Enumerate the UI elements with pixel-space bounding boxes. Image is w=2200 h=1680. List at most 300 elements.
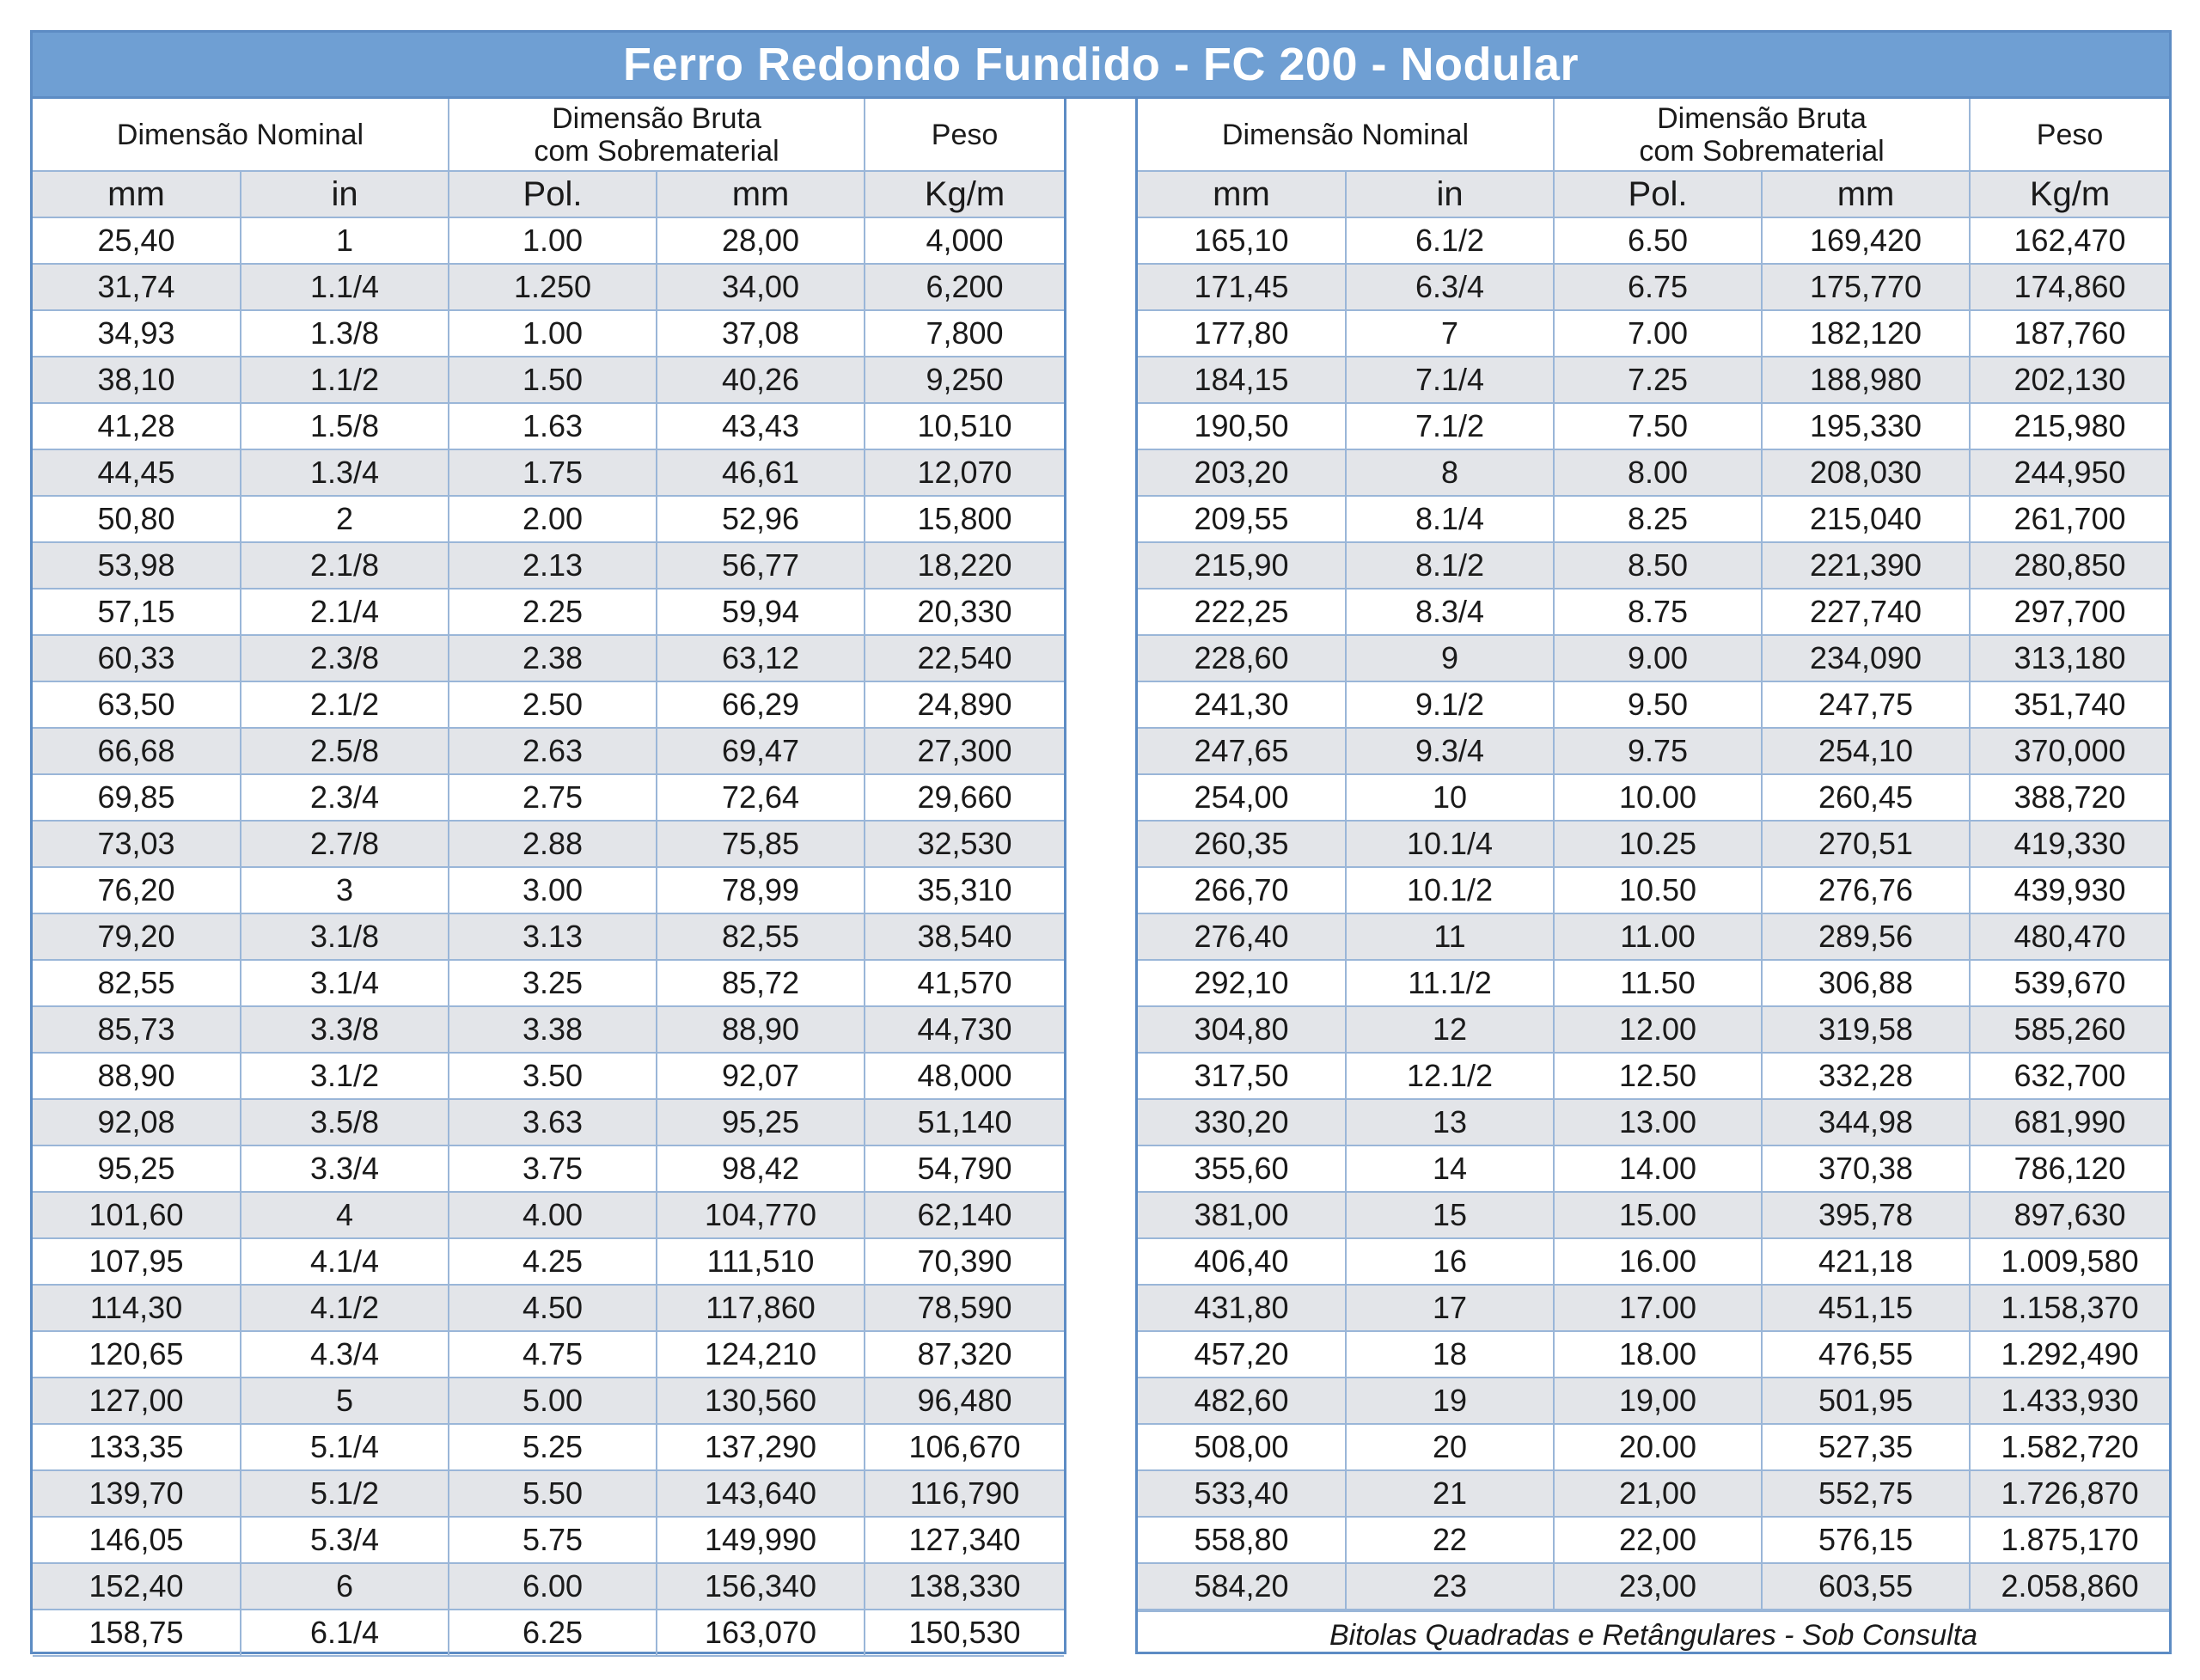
table-row [1138,1563,2169,1610]
left-data-table [33,99,1064,1657]
table-row [1138,403,2169,449]
table-row [1138,960,2169,1006]
table-cell: 289,56 [1762,913,1970,960]
table-cell: 8.75 [1554,589,1762,635]
table-cell: 1.158,370 [1970,1285,2169,1331]
table-cell: 15 [1346,1192,1554,1238]
table-cell: 18.00 [1554,1331,1762,1378]
table-cell: 8.1/4 [1346,496,1554,542]
table-cell: 6.3/4 [1346,264,1554,310]
table-cell: 11 [1346,913,1554,960]
table-row [33,913,1064,960]
table-cell: 171,45 [1138,264,1346,310]
table-cell: 2.3/4 [241,774,449,821]
table-cell: 27,300 [865,728,1064,774]
table-cell: 1.63 [449,403,657,449]
table-cell: 4.1/4 [241,1238,449,1285]
table-cell: 3.1/8 [241,913,449,960]
table-cell: 2.50 [449,681,657,728]
table-cell: 19,00 [1554,1378,1762,1424]
table-cell: 3.3/8 [241,1006,449,1053]
table-cell: 8.25 [1554,496,1762,542]
table-cell: 3.5/8 [241,1099,449,1145]
table-cell: 344,98 [1762,1099,1970,1145]
table-row [1138,1006,2169,1053]
table-row [33,1610,1064,1656]
table-cell: 2.75 [449,774,657,821]
table-cell: 150,530 [865,1610,1064,1656]
table-cell: 501,95 [1762,1378,1970,1424]
table-cell: 1 [241,217,449,264]
table-cell: 222,25 [1138,589,1346,635]
table-cell: 11.1/2 [1346,960,1554,1006]
table-cell: 28,00 [657,217,865,264]
table-cell: 431,80 [1138,1285,1346,1331]
table-row [33,1192,1064,1238]
table-row [33,1145,1064,1192]
unit-mm: mm [1138,171,1346,217]
table-cell: 276,76 [1762,867,1970,913]
table-cell: 632,700 [1970,1053,2169,1099]
table-cell: 124,210 [657,1331,865,1378]
table-cell: 1.75 [449,449,657,496]
table-cell: 85,73 [33,1006,241,1053]
table-cell: 1.875,170 [1970,1517,2169,1563]
table-cell: 292,10 [1138,960,1346,1006]
table-cell: 227,740 [1762,589,1970,635]
table-cell: 12.50 [1554,1053,1762,1099]
table-cell: 95,25 [33,1145,241,1192]
table-cell: 18,220 [865,542,1064,589]
table-cell: 162,470 [1970,217,2169,264]
table-cell: 351,740 [1970,681,2169,728]
table-cell: 7 [1346,310,1554,357]
table-cell: 9.75 [1554,728,1762,774]
table-cell: 20,330 [865,589,1064,635]
table-row [33,774,1064,821]
table-cell: 10.50 [1554,867,1762,913]
table-row [1138,913,2169,960]
table-cell: 5 [241,1378,449,1424]
footer-note: Bitolas Quadradas e Retângulares - Sob Consulta [1138,1610,2169,1659]
table-cell: 175,770 [1762,264,1970,310]
table-cell: 11.00 [1554,913,1762,960]
table-row [1138,728,2169,774]
table-cell: 3 [241,867,449,913]
table-cell: 319,58 [1762,1006,1970,1053]
table-cell: 163,070 [657,1610,865,1656]
table-row [1138,1053,2169,1099]
table-cell: 19 [1346,1378,1554,1424]
table-cell: 177,80 [1138,310,1346,357]
table-cell: 130,560 [657,1378,865,1424]
header-dimensao-nominal: Dimensão Nominal [33,99,449,171]
table-cell: 117,860 [657,1285,865,1331]
table-cell: 69,85 [33,774,241,821]
table-cell: 11.50 [1554,960,1762,1006]
table-row [33,821,1064,867]
table-cell: 5.3/4 [241,1517,449,1563]
table-cell: 12 [1346,1006,1554,1053]
table-row [1138,821,2169,867]
table-cell: 137,290 [657,1424,865,1470]
table-cell: 2.1/8 [241,542,449,589]
table-cell: 1.726,870 [1970,1470,2169,1517]
unit-in: in [241,171,449,217]
table-cell: 313,180 [1970,635,2169,681]
table-row [1138,1470,2169,1517]
table-cell: 576,15 [1762,1517,1970,1563]
table-cell: 8.50 [1554,542,1762,589]
table-cell: 228,60 [1138,635,1346,681]
table-cell: 32,530 [865,821,1064,867]
table-row [1138,589,2169,635]
table-cell: 23 [1346,1563,1554,1610]
table-cell: 138,330 [865,1563,1064,1610]
table-cell: 1.009,580 [1970,1238,2169,1285]
table-cell: 4 [241,1192,449,1238]
table-cell: 276,40 [1138,913,1346,960]
table-cell: 75,85 [657,821,865,867]
table-row [1138,1192,2169,1238]
right-data-table [1138,99,2169,1610]
table-row [33,310,1064,357]
header-peso: Peso [865,99,1064,171]
table-row [33,1053,1064,1099]
table-cell: 234,090 [1762,635,1970,681]
table-cell: 1.292,490 [1970,1331,2169,1378]
table-cell: 8.00 [1554,449,1762,496]
table-cell: 3.13 [449,913,657,960]
table-row [1138,310,2169,357]
table-cell: 4.3/4 [241,1331,449,1378]
table-cell: 1.00 [449,217,657,264]
table-cell: 215,980 [1970,403,2169,449]
table-cell: 43,43 [657,403,865,449]
table-cell: 209,55 [1138,496,1346,542]
table-cell: 7.25 [1554,357,1762,403]
table-cell: 527,35 [1762,1424,1970,1470]
table-cell: 76,20 [33,867,241,913]
table-cell: 8 [1346,449,1554,496]
table-row [1138,1331,2169,1378]
table-cell: 96,480 [865,1378,1064,1424]
table-cell: 35,310 [865,867,1064,913]
table-cell: 21,00 [1554,1470,1762,1517]
table-cell: 5.1/2 [241,1470,449,1517]
table-cell: 158,75 [33,1610,241,1656]
table-row [1138,264,2169,310]
table-cell: 8.3/4 [1346,589,1554,635]
table-cell: 208,030 [1762,449,1970,496]
table-row [33,1378,1064,1424]
table-cell: 165,10 [1138,217,1346,264]
table-cell: 480,470 [1970,913,2169,960]
table-cell: 482,60 [1138,1378,1346,1424]
table-cell: 60,33 [33,635,241,681]
table-cell: 4.75 [449,1331,657,1378]
table-cell: 188,980 [1762,357,1970,403]
table-row [33,496,1064,542]
table-cell: 190,50 [1138,403,1346,449]
table-cell: 4.25 [449,1238,657,1285]
table-cell: 37,08 [657,310,865,357]
table-row [33,264,1064,310]
table-cell: 215,040 [1762,496,1970,542]
table-cell: 1.50 [449,357,657,403]
table-cell: 451,15 [1762,1285,1970,1331]
table-cell: 3.3/4 [241,1145,449,1192]
table-row [33,403,1064,449]
table-cell: 156,340 [657,1563,865,1610]
table-cell: 4,000 [865,217,1064,264]
table-cell: 182,120 [1762,310,1970,357]
table-cell: 2.88 [449,821,657,867]
table-cell: 107,95 [33,1238,241,1285]
table-cell: 59,94 [657,589,865,635]
table-cell: 111,510 [657,1238,865,1285]
table-cell: 260,45 [1762,774,1970,821]
table-row [1138,1238,2169,1285]
table-cell: 50,80 [33,496,241,542]
table-cell: 558,80 [1138,1517,1346,1563]
table-cell: 7.1/2 [1346,403,1554,449]
table-cell: 1.250 [449,264,657,310]
unit-mm: mm [33,171,241,217]
table-cell: 24,890 [865,681,1064,728]
table-cell: 2.13 [449,542,657,589]
table-row [33,1285,1064,1331]
table-cell: 79,20 [33,913,241,960]
table-cell: 6.50 [1554,217,1762,264]
table-cell: 146,05 [33,1517,241,1563]
table-row [33,1517,1064,1563]
table-cell: 6.1/4 [241,1610,449,1656]
unit-pol: Pol. [449,171,657,217]
table-cell: 127,00 [33,1378,241,1424]
table-cell: 14 [1346,1145,1554,1192]
table-cell: 63,50 [33,681,241,728]
table-cell: 539,670 [1970,960,2169,1006]
table-cell: 25,40 [33,217,241,264]
table-cell: 18 [1346,1331,1554,1378]
table-row [33,1331,1064,1378]
table-row [1138,1378,2169,1424]
table-cell: 10.1/2 [1346,867,1554,913]
table-cell: 6 [241,1563,449,1610]
table-row [1138,496,2169,542]
table-cell: 34,00 [657,264,865,310]
table-cell: 106,670 [865,1424,1064,1470]
table-cell: 439,930 [1970,867,2169,913]
table-cell: 3.25 [449,960,657,1006]
table-cell: 254,00 [1138,774,1346,821]
table-cell: 8.1/2 [1346,542,1554,589]
table-row [33,1563,1064,1610]
table-cell: 6.25 [449,1610,657,1656]
table-cell: 82,55 [33,960,241,1006]
table-cell: 143,640 [657,1470,865,1517]
table-cell: 169,420 [1762,217,1970,264]
table-cell: 29,660 [865,774,1064,821]
table-cell: 174,860 [1970,264,2169,310]
table-cell: 14.00 [1554,1145,1762,1192]
table-cell: 6,200 [865,264,1064,310]
unit-pol: Pol. [1554,171,1762,217]
table-cell: 22,540 [865,635,1064,681]
table-row [33,449,1064,496]
table-cell: 152,40 [33,1563,241,1610]
table-cell: 40,26 [657,357,865,403]
table-cell: 2.1/4 [241,589,449,635]
table-cell: 41,28 [33,403,241,449]
table-row [1138,1424,2169,1470]
header-dimensao-bruta: Dimensão Bruta com Sobrematerial [449,99,865,171]
table-cell: 2 [241,496,449,542]
left-table-panel [30,99,1066,1654]
table-cell: 2.00 [449,496,657,542]
table-cell: 57,15 [33,589,241,635]
table-cell: 56,77 [657,542,865,589]
table-cell: 603,55 [1762,1563,1970,1610]
table-cell: 203,20 [1138,449,1346,496]
table-cell: 4.1/2 [241,1285,449,1331]
table-cell: 9.00 [1554,635,1762,681]
table-cell: 584,20 [1138,1563,1346,1610]
table-cell: 3.75 [449,1145,657,1192]
table-cell: 266,70 [1138,867,1346,913]
header-peso: Peso [1970,99,2169,171]
table-cell: 72,64 [657,774,865,821]
table-cell: 66,68 [33,728,241,774]
table-cell: 202,130 [1970,357,2169,403]
table-cell: 585,260 [1970,1006,2169,1053]
table-cell: 419,330 [1970,821,2169,867]
table-cell: 38,10 [33,357,241,403]
table-cell: 22 [1346,1517,1554,1563]
table-cell: 16.00 [1554,1238,1762,1285]
table-cell: 38,540 [865,913,1064,960]
table-cell: 41,570 [865,960,1064,1006]
table-cell: 78,590 [865,1285,1064,1331]
table-cell: 2.25 [449,589,657,635]
table-cell: 244,950 [1970,449,2169,496]
table-cell: 1.433,930 [1970,1378,2169,1424]
table-cell: 20 [1346,1424,1554,1470]
table-row [1138,635,2169,681]
table-cell: 10.00 [1554,774,1762,821]
table-cell: 9.1/2 [1346,681,1554,728]
table-cell: 127,340 [865,1517,1064,1563]
unit-kg-m: Kg/m [1970,171,2169,217]
table-row [33,1424,1064,1470]
table-cell: 332,28 [1762,1053,1970,1099]
table-row [33,1238,1064,1285]
table-cell: 421,18 [1762,1238,1970,1285]
table-cell: 508,00 [1138,1424,1346,1470]
unit-mm-bruta: mm [657,171,865,217]
table-cell: 87,320 [865,1331,1064,1378]
table-row [1138,217,2169,264]
table-cell: 12,070 [865,449,1064,496]
table-cell: 304,80 [1138,1006,1346,1053]
table-cell: 395,78 [1762,1192,1970,1238]
table-cell: 786,120 [1970,1145,2169,1192]
table-cell: 370,000 [1970,728,2169,774]
table-cell: 21 [1346,1470,1554,1517]
table-cell: 270,51 [1762,821,1970,867]
right-table-panel [1135,99,2172,1654]
table-cell: 23,00 [1554,1563,1762,1610]
table-cell: 46,61 [657,449,865,496]
table-cell: 101,60 [33,1192,241,1238]
table-cell: 78,99 [657,867,865,913]
table-cell: 104,770 [657,1192,865,1238]
table-cell: 53,98 [33,542,241,589]
table-cell: 261,700 [1970,496,2169,542]
table-row [33,1099,1064,1145]
table-cell: 3.38 [449,1006,657,1053]
table-cell: 149,990 [657,1517,865,1563]
table-cell: 254,10 [1762,728,1970,774]
table-cell: 62,140 [865,1192,1064,1238]
table-cell: 98,42 [657,1145,865,1192]
table-cell: 20.00 [1554,1424,1762,1470]
table-cell: 370,38 [1762,1145,1970,1192]
table-cell: 330,20 [1138,1099,1346,1145]
table-cell: 116,790 [865,1470,1064,1517]
page-title: Ferro Redondo Fundido - FC 200 - Nodular [30,30,2172,99]
table-cell: 247,65 [1138,728,1346,774]
table-cell: 897,630 [1970,1192,2169,1238]
table-cell: 51,140 [865,1099,1064,1145]
table-cell: 88,90 [33,1053,241,1099]
table-cell: 184,15 [1138,357,1346,403]
table-cell: 195,330 [1762,403,1970,449]
table-cell: 69,47 [657,728,865,774]
table-cell: 388,720 [1970,774,2169,821]
table-cell: 10.25 [1554,821,1762,867]
table-cell: 120,65 [33,1331,241,1378]
table-cell: 2.38 [449,635,657,681]
unit-in: in [1346,171,1554,217]
table-cell: 2.1/2 [241,681,449,728]
table-cell: 9.3/4 [1346,728,1554,774]
table-row [1138,774,2169,821]
table-cell: 457,20 [1138,1331,1346,1378]
table-cell: 9,250 [865,357,1064,403]
table-cell: 7.50 [1554,403,1762,449]
table-cell: 15,800 [865,496,1064,542]
table-row [33,589,1064,635]
table-cell: 22,00 [1554,1517,1762,1563]
table-row [33,217,1064,264]
table-cell: 3.1/2 [241,1053,449,1099]
table-cell: 260,35 [1138,821,1346,867]
table-cell: 1.582,720 [1970,1424,2169,1470]
table-cell: 16 [1346,1238,1554,1285]
table-row [33,1006,1064,1053]
table-cell: 1.5/8 [241,403,449,449]
table-cell: 3.63 [449,1099,657,1145]
table-cell: 73,03 [33,821,241,867]
table-cell: 82,55 [657,913,865,960]
table-cell: 10,510 [865,403,1064,449]
table-cell: 92,08 [33,1099,241,1145]
table-cell: 681,990 [1970,1099,2169,1145]
table-cell: 10 [1346,774,1554,821]
table-cell: 1.1/4 [241,264,449,310]
